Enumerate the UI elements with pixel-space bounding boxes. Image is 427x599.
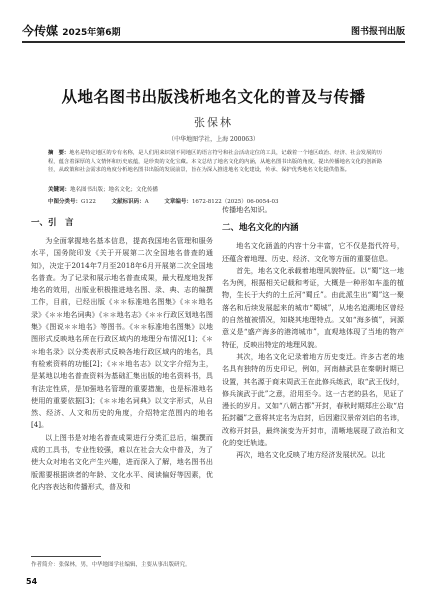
article-no-label: 文章编号： [164,199,192,205]
paragraph: 其次，地名文化记录着地方历史变迁。许多古老的地名具有独特的历史印记，例如，河南赫武县在秦朝时期已设置，其名源于商末周武王在此修兵练武，取“武王伐纣，修兵演武于此”之意，沿用至今。这一古老的县名，见证了漫长的岁月。又如“八朝古都”开封，春秋时期郑庄公取“启拓封疆”之意将其定名为启封，后因避汉景帝刘启的名讳，改称开封县，最终演变为开封市，清晰地展现了政治和文化的变迁轨迹。 [222,351,404,448]
doc-value: A [144,199,149,205]
author-affiliation: （中华地图学社，上海 200063） [168,136,259,143]
article-no-value: 1672-8122（2025）06-0054-03 [191,199,279,205]
keywords [48,185,158,193]
paragraph: 以上图书是对地名普查成果进行分类汇总后，编撰而成的工具书，专业性较强，难以在社会大众中普及，为了使大众对地名文化产生兴趣，进而深入了解，地名图书出版需要根据读者的年龄、文化水平、阅读偏好等因素，优化内容表达和传播形式，普及和 [31,432,213,491]
left-column [31,211,213,493]
article-title: 从地名图书出版浅析地名文化的普及与传播 [61,88,366,106]
keywords-label: 关键词： [48,187,71,193]
abstract-text: 地名是特定地区的专有名称，是人们用来识别不同地区的语言符号和社会活动定位的工具，记载着一个地区政治、经济、社会发展的历程，蕴含着深厚的人文情怀和历史底蕴，是珍贵的文化宝藏。本文总结了地名文化的内涵，从地名图书出版的角度，提出传播地名文化的创新路径，从政策和社会需求的角度分析地名图书出版的发展前景，旨在为深入推进地名文化建设，传承、保护优秀地名文化提供借鉴。 [48,150,382,174]
clc-label: 中图分类号： [48,199,82,205]
paragraph: 再次，地名文化反映了地方经济发展状况。以北 [236,450,386,460]
footnote-rule [31,556,101,557]
paragraph: 传播地名知识。 [222,205,272,214]
page-number: 54 [26,577,38,586]
section-heading-introduction: 一、引 言 [31,218,74,228]
running-header [22,22,405,38]
clc-value: G122 [81,199,96,205]
column-name: 图书报刊出版 [350,27,405,37]
paragraph: 地名文化涵盖的内容十分丰富，它不仅是指代符号，还蕴含着地理、历史、经济、文化等方面的重要信息。 [222,241,404,263]
right-column [222,204,404,462]
paragraph: 为全面掌握地名基本信息，提高我国地名管理和服务水平，国务院印发《关于开展第二次全国地名普查的通知》，决定于2014年7月至2018年6月开展第二次全国地名普查。为了记录和展示地名普查成果，最大程度地发挥地名的效用，出版业积极推进地名图、录、典、志的编撰工作，目前，已经出版《＊＊标准地名图集》《＊＊地名录》《＊＊地名词典》《＊＊地名志》《＊＊行政区划地名图集》《图说＊＊地名》等图书。《＊＊标准地名图集》以地图形式反映地名所在行政区域内的地理分布情况[1]；《＊＊地名录》以分类表形式反映各地行政区域内的地名，具有检索资料的功能[2]；《＊＊地名志》以文字介绍为主，是某地以地名普查资料为基础汇集出版的地名资料书，具有法定性质，是加强地名管理的重要措施，也是标准地名使用的重要依据[3]；《＊＊地名词典》以文字形式，从自然、经济、人文和历史的角度，介绍特定范围内的地名[4]。 [31,236,213,430]
document-code [112,199,149,205]
keywords-text: 地名图书出版；地名文化；文化传播 [70,187,159,193]
author-footnote: 作者简介：张保林，男，中华地图学社编辑，主要从事出版研究。 [31,562,191,568]
journal-title: 今传媒 [22,24,59,38]
abstract-label: 摘 要： [48,150,70,156]
journal-name [22,22,121,39]
paragraph: 首先，地名文化承载着地理风貌特征。以“蜀”这一地名为例，根据相关记载和考证，大概是一种形如车盖的植物，生长于大约的土丘河“蜀丘”。由此派生出“蜀”这一聚落名和后续发展起来的城市“蜀城”，从地名追溯地区曾经的自然植被情况，知晓其地理特点。又如“海多镇”，词源意义是“盛产海多的港湾城市”，直观地体现了当地的物产特征，反映出特定的地理风貌。 [222,265,404,349]
author-name: 张保林 [194,116,233,129]
clc-number [48,199,96,205]
doc-label: 文献标识码： [111,199,145,205]
section-heading-connotation: 二、地名文化的内涵 [222,223,299,234]
issue-number: 2025年第6期 [62,28,121,38]
header-rule [22,41,405,43]
abstract [48,149,382,175]
